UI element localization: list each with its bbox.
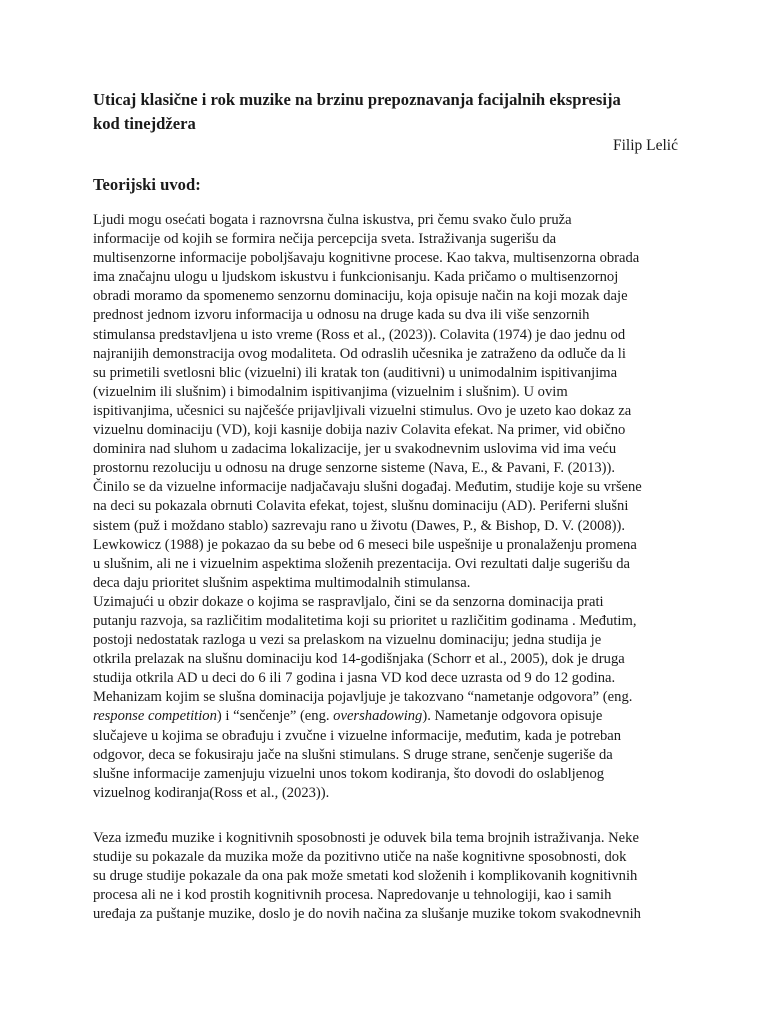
- text-line: ispitivanjima, učesnici su najčešće prijavljivali vizuelni stimulus. Ovo je uzeto kao dokaz za: [93, 402, 632, 419]
- text-line: dominira nad sluhom u zadacima lokalizacije, jer u svakodnevnim uslovima vid ima veću: [93, 441, 617, 458]
- text-line: (vizuelnim ili slušnim) i bimodalnim ispitivanjima (vizuelnim i slušnim). U ovim: [93, 383, 568, 400]
- text-line: stimulansa predstavljena u isto vreme (Ross et al., (2023)). Colavita (1974) je dao jednu od: [93, 326, 626, 343]
- italic-term: overshadowing: [333, 708, 423, 725]
- text-line: odgovor, deca se fokusiraju jače na slušni stimulans. S druge strane, senčenje sugeriše da: [93, 746, 613, 763]
- section-heading: Teorijski uvod:: [93, 175, 201, 194]
- text-line: vizuelnog kodiranja(Ross et al., (2023)).: [93, 784, 330, 801]
- text-line: u slušnim, ali ne i vizuelnim aspektima složenih prezentacija. Ovi rezultati dalje sugerišu da: [93, 555, 630, 572]
- text-line: Mehanizam kojim se slušna dominacija pojavljuje je takozvano “nametanje odgovora” (eng.: [93, 689, 633, 706]
- text-line: Činilo se da vizuelne informacije nadjačavaju slušni događaj. Međutim, studije koje su vršene: [93, 479, 642, 496]
- text-line: putanju razvoja, sa različitim modalitetima koji su prioritet u različitim godinama . Međutim,: [93, 612, 637, 629]
- text-line: Veza između muzike i kognitivnih sposobnosti je oduvek bila tema brojnih istraživanja. Neke: [93, 830, 639, 846]
- author-name: Filip Lelić: [612, 137, 678, 154]
- text-line: procesa ali ne i kod prostih kognitivnih procesa. Napredovanje u tehnologiji, kao i samih: [93, 887, 612, 904]
- title-line-2: kod tinejdžera: [93, 114, 196, 133]
- text-line: studija otkrila AD u deci do 6 ili 7 godina i jasna VD kod dece uzrasta od 9 do 12 godina.: [93, 670, 616, 687]
- text-line: Lewkowicz (1988) je pokazao da su bebe od 6 meseci bile uspešnije u pronalaženju promena: [93, 536, 637, 553]
- text-line: slučajeve u kojima se obrađuju i zvučne i vizuelne informacije, međutim, kada je potreban: [93, 727, 622, 744]
- text-fragment: ) i “senčenje” (eng.: [216, 708, 334, 725]
- text-line: deca daju prioritet slušnim aspektima multimodalnih stimulansa.: [93, 574, 471, 591]
- text-line: otkrila prelazak na slušnu dominaciju kod 14-godišnjaka (Schorr et al., 2005), dok je druga: [93, 651, 625, 668]
- text-line: vizuelnu dominaciju (VD), koji kasnije dobija naziv Colavita efekat. Na primer, vid obično: [93, 422, 626, 439]
- text-line: Uzimajući u obzir dokaze o kojima se raspravljalo, čini se da senzorna dominacija prati: [93, 593, 604, 610]
- text-line: su druge studije pokazale da ona pak može smetati kod složenih i komplikovanih kognitivnih: [93, 868, 638, 885]
- paragraph-1: [93, 211, 693, 803]
- text-line: uređaja za puštanje muzike, doslo je do novih načina za slušanje muzike tokom svakodnevnih: [93, 906, 641, 923]
- text-line: ima značajnu ulogu u ljudskom iskustvu i funkcionisanju. Kada pričamo o multisenzornoj: [93, 269, 619, 286]
- document-title: [93, 88, 693, 136]
- text-fragment: ). Nametanje odgovora opisuje: [422, 708, 603, 725]
- text-line: multisenzorne informacije poboljšavaju kognitivne procese. Kao takva, multisenzorna obrada: [93, 250, 640, 267]
- text-line: su primetili svetlosni blic (vizuelni) ili kratak ton (auditivni) u unimodalnim ispitivanjima: [93, 364, 618, 381]
- italic-term: response competition: [93, 708, 217, 725]
- text-line: studije su pokazale da muzika može da pozitivno utiče na naše kognitivne sposobnosti, dok: [93, 849, 627, 866]
- text-line: prostornu rezoluciju u odnosu na druge senzorne sisteme (Nava, E., & Pavani, F. (2013)).: [93, 460, 616, 477]
- text-line: informacije od kojih se formira nečija percepcija sveta. Istraživanja sugerišu da: [93, 231, 557, 248]
- text-line: sistem (puž i moždano stablo) sazrevaju rano u životu (Dawes, P., & Bishop, D. V. (2008)).: [93, 517, 626, 534]
- text-line: Ljudi mogu osećati bogata i raznovrsna čulna iskustva, pri čemu svako čulo pruža: [93, 212, 572, 228]
- text-line: slušne informacije zamenjuju vizuelni unos tokom kodiranja, što dovodi do oslabljenog: [93, 765, 605, 782]
- text-line: na deci su pokazala obrnuti Colavita efekat, tojest, slušnu dominaciju (AD). Periferni slušni: [93, 498, 629, 515]
- text-line: postoji nedostatak razloga u vezi sa prelaskom na vizuelnu dominaciju; jedna studija je: [93, 632, 602, 649]
- title-line-1: Uticaj klasične i rok muzike na brzinu prepoznavanja facijalnih ekspresija: [93, 90, 621, 109]
- text-line: najranijih demonstracija ovog modaliteta. Od odraslih učesnika je zatraženo da odluče da li: [93, 345, 626, 362]
- text-line-mixed: [93, 707, 693, 726]
- text-line: obradi moramo da spomenemo senzornu dominaciju, koja opisuje način na koji mozak daje: [93, 288, 628, 305]
- paragraph-2: [93, 829, 693, 924]
- text-line: prednost jednom izvoru informacija u odnosu na druge kada su dva ili više senzornih: [93, 307, 590, 324]
